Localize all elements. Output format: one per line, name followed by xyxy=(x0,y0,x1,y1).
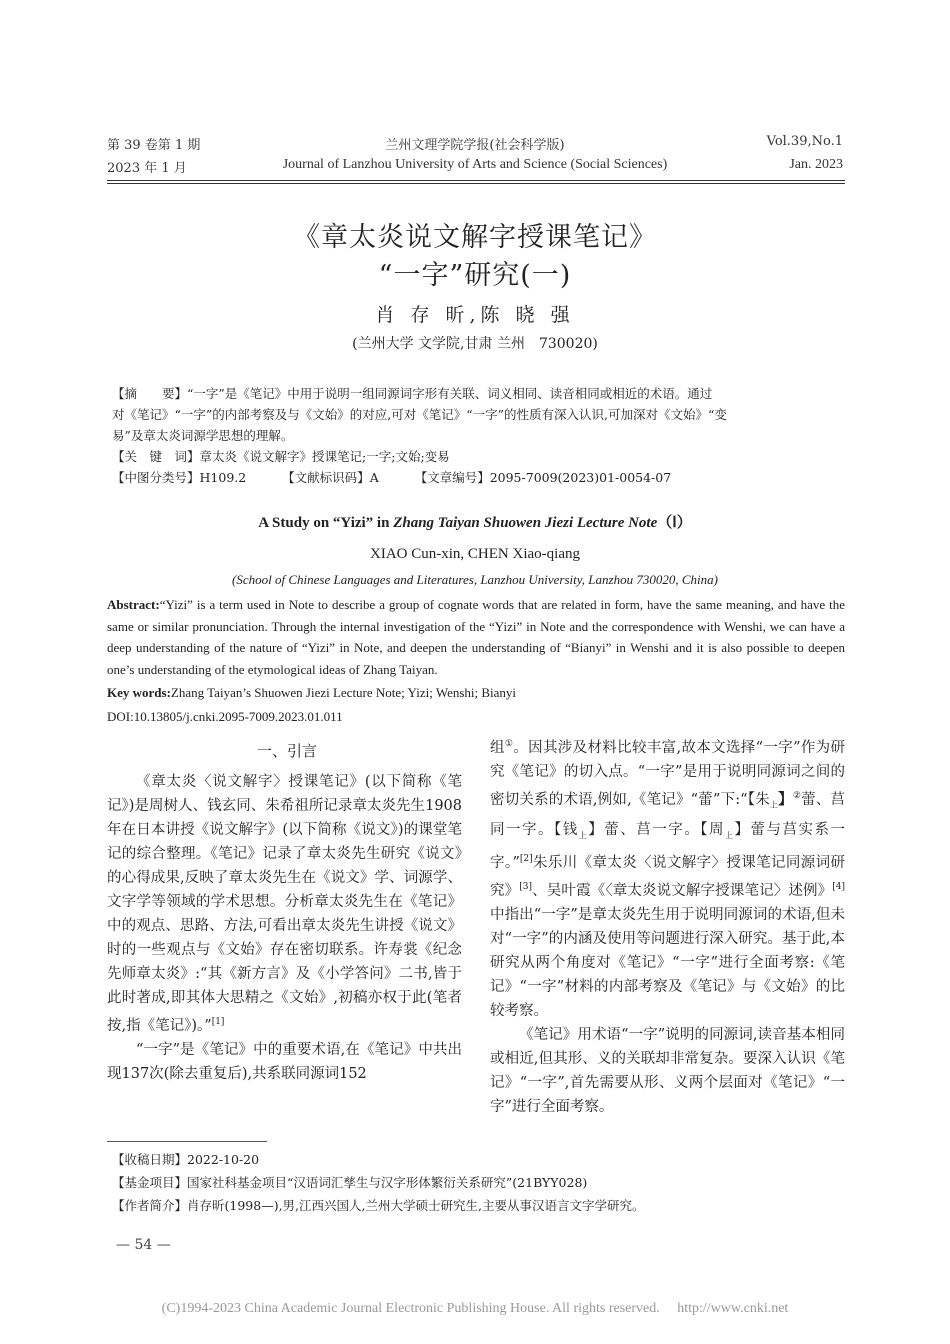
english-keywords xyxy=(107,685,845,701)
journal-name-en: Journal of Lanzhou University of Arts and Science (Social Sciences) xyxy=(282,157,668,172)
title-line-1: 《章太炎说文解字授课笔记》 xyxy=(293,222,657,253)
english-keywords-label: Key words: xyxy=(107,685,171,700)
doc-code-label: 【文献标识码】 xyxy=(282,470,370,485)
abstract-line-1: “一字”是《笔记》中用于说明一组同源词字形有关联、词义相同、读音相同或相近的术语。通过 xyxy=(187,386,713,401)
received-date: 2022-10-20 xyxy=(187,1152,260,1167)
keywords-text: 章太炎《说文解字》授课笔记;一字;文始;变易 xyxy=(199,449,450,464)
date-cn: 2023 年 1 月 xyxy=(107,161,187,176)
doc-code-value: A xyxy=(369,470,379,485)
author-bio-text: 肖存昕(1998—),男,江西兴国人,兰州大学硕士研究生,主要从事汉语言文字学研究。 xyxy=(187,1198,645,1213)
fund-text: 国家社科基金项目“汉语词汇孳生与汉字形体繁衍关系研究”(21BYY028) xyxy=(187,1175,588,1190)
english-title xyxy=(0,511,950,532)
english-title-pre: A Study on “Yizi” in xyxy=(258,515,394,531)
citation-2: [2] xyxy=(519,854,533,865)
abstract-label: 【摘 要】 xyxy=(112,386,188,401)
rp1-g: 朱乐川《章太炎〈说文解字〉授课笔记同源词研究》 xyxy=(490,855,846,900)
right-column xyxy=(490,732,845,1119)
copyright-footer: (C)1994-2023 China Academic Journal Electronic Publishing House. All rights reserved. http://www.cnki.net xyxy=(161,1301,789,1316)
rp1-sub-2: 上 xyxy=(578,830,589,840)
rp1-sub-1: 上 xyxy=(769,800,779,810)
keywords-label: 【关 键 词】 xyxy=(112,449,200,464)
intro-paragraph-1-text: 《章太炎〈说文解字〉授课笔记》(以下简称《笔记》)是周树人、钱玄同、朱希祖所记录章太炎先生1908年在日本讲授《说文解字》(以下简称《说文》)的课堂笔记的综合整理。《笔记》记录了章太炎先生研究《说文》的心得成果,反映了章太炎先生在《说文》学、词源学、文字学等领域的学术思想。分析章太炎先生在《笔记》中的观点、思路、方法,可看出章太炎先生讲授《说文》时的一些观点与《文始》存在密切联系。许寿裳《纪念先师章太炎》:“其《新方言》及《小学答问》二书,皆于此时著成,即其体大思精之《文始》,初稿亦权于此(笔者按,指《笔记》)。” xyxy=(107,774,462,1034)
right-paragraph-1 xyxy=(490,732,845,1023)
article-no-value: 2095-7009(2023)01-0054-07 xyxy=(489,470,672,485)
rp1-b: 。因其涉及材料比较丰富,故本文选择“一字”作为研究《笔记》的切入点。“一字”是用于说明同源词之间的密切关系的术语,例如,《笔记》“蕾”下:“【朱 xyxy=(490,739,846,808)
authors: 肖 存 昕,陈 晓 强 xyxy=(375,304,575,326)
english-authors: XIAO Cun-xin, CHEN Xiao-qiang xyxy=(370,546,580,562)
title-line-2: “一字”研究(一) xyxy=(378,260,572,291)
citation-4: [4] xyxy=(832,882,846,893)
english-abstract xyxy=(107,594,845,680)
volume-issue-cn: 第 39 卷第 1 期 xyxy=(107,138,201,153)
citation-1: [1] xyxy=(211,1017,225,1027)
rp1-a: 组 xyxy=(490,739,505,756)
section-heading: 一、引言 xyxy=(257,742,318,760)
abstract-line-2: 对《笔记》“一字”的内部考察及与《文始》的对应,可对《笔记》“一字”的性质有深入认识,可加深对《文始》“变 xyxy=(112,407,727,422)
footnote-marker-1: ① xyxy=(504,739,514,749)
rp1-f: 】蕾与莒实系一字。” xyxy=(490,821,845,872)
english-keywords-text: Zhang Taiyan’s Shuowen Jiezi Lecture Note; Yizi; Wenshi; Bianyi xyxy=(170,685,517,700)
left-column xyxy=(107,736,462,1086)
rp1-sub-3: 上 xyxy=(725,830,735,840)
english-title-post: （Ⅰ） xyxy=(657,515,692,531)
doi: DOI:10.13805/j.cnki.2095-7009.2023.01.011 xyxy=(107,709,343,724)
volume-issue-en: Vol.39,No.1 xyxy=(766,134,843,149)
fund-label: 【基金项目】 xyxy=(112,1175,188,1190)
abstract-line-3: 易”及章太炎词源学思想的理解。 xyxy=(112,428,294,443)
citation-3: [3] xyxy=(519,882,533,893)
english-affiliation: (School of Chinese Languages and Literatures, Lanzhou University, Lanzhou 730020, China) xyxy=(232,572,718,587)
english-abstract-label: Abstract: xyxy=(107,597,160,612)
footnote-marker-2: ② xyxy=(792,790,802,801)
english-title-italic: Zhang Taiyan Shuowen Jiezi Lecture Note xyxy=(393,515,658,531)
journal-name-cn: 兰州文理学院学报(社会科学版) xyxy=(385,138,565,153)
rp1-c: 】 xyxy=(778,790,793,808)
received-label: 【收稿日期】 xyxy=(112,1152,188,1167)
footnote-rule xyxy=(107,1141,267,1142)
cn-abstract xyxy=(112,383,836,488)
date-en: Jan. 2023 xyxy=(789,157,843,172)
english-abstract-text: “Yizi” is a term used in Note to describe a group of cognate words that are related in form, have the same meaning, and have the same or similar pronunciation. Through the internal investigation of the “Yizi” in Note and the correspondence with Wenshi, we can have a deep understanding of the nature of “Yizi” in Note, and deepen the understanding of “Bianyi” in Wenshi and it is also possible to deepen one’s understanding of the etymological ideas of Zhang Taiyan. xyxy=(107,597,845,677)
intro-paragraph-1 xyxy=(107,770,462,1038)
rp1-e: 】蕾、莒一字。【周 xyxy=(588,821,725,838)
footnotes xyxy=(112,1148,836,1217)
header-rule xyxy=(107,180,845,181)
header-rule-double xyxy=(107,183,845,184)
page-number: — 54 — xyxy=(116,1237,171,1253)
intro-paragraph-2: “一字”是《笔记》中的重要术语,在《笔记》中共出现137次(除去重复后),共系联同源词152 xyxy=(107,1041,462,1082)
clc-label: 【中图分类号】 xyxy=(112,470,200,485)
right-paragraph-2: 《笔记》用术语“一字”说明的同源词,读音基本相同或相近,但其形、义的关联却非常复杂。要深入认识《笔记》“一字”,首先需要从形、义两个层面对《笔记》“一字”进行全面考察。 xyxy=(490,1027,845,1116)
clc-value: H109.2 xyxy=(199,470,247,485)
article-no-label: 【文章编号】 xyxy=(414,470,490,485)
affiliation: (兰州大学 文学院,甘肃 兰州 730020) xyxy=(352,336,598,352)
author-bio-label: 【作者简介】 xyxy=(112,1198,188,1213)
rp1-h: 、吴叶霞《〈章太炎说文解字授课笔记〉述例》 xyxy=(532,883,833,900)
rp1-d: 蕾、莒同一字。【钱 xyxy=(490,791,846,838)
rp1-i: 中指出“一字”是章太炎先生用于说明同源词的术语,但未对“一字”的内涵及使用等问题进行深入研究。基于此,本研究从两个角度对《笔记》“一字”进行全面考察:《笔记》“一字”材料的内部考察及《笔记》与《文始》的比较考察。 xyxy=(490,907,845,1020)
classification-line xyxy=(112,467,836,488)
